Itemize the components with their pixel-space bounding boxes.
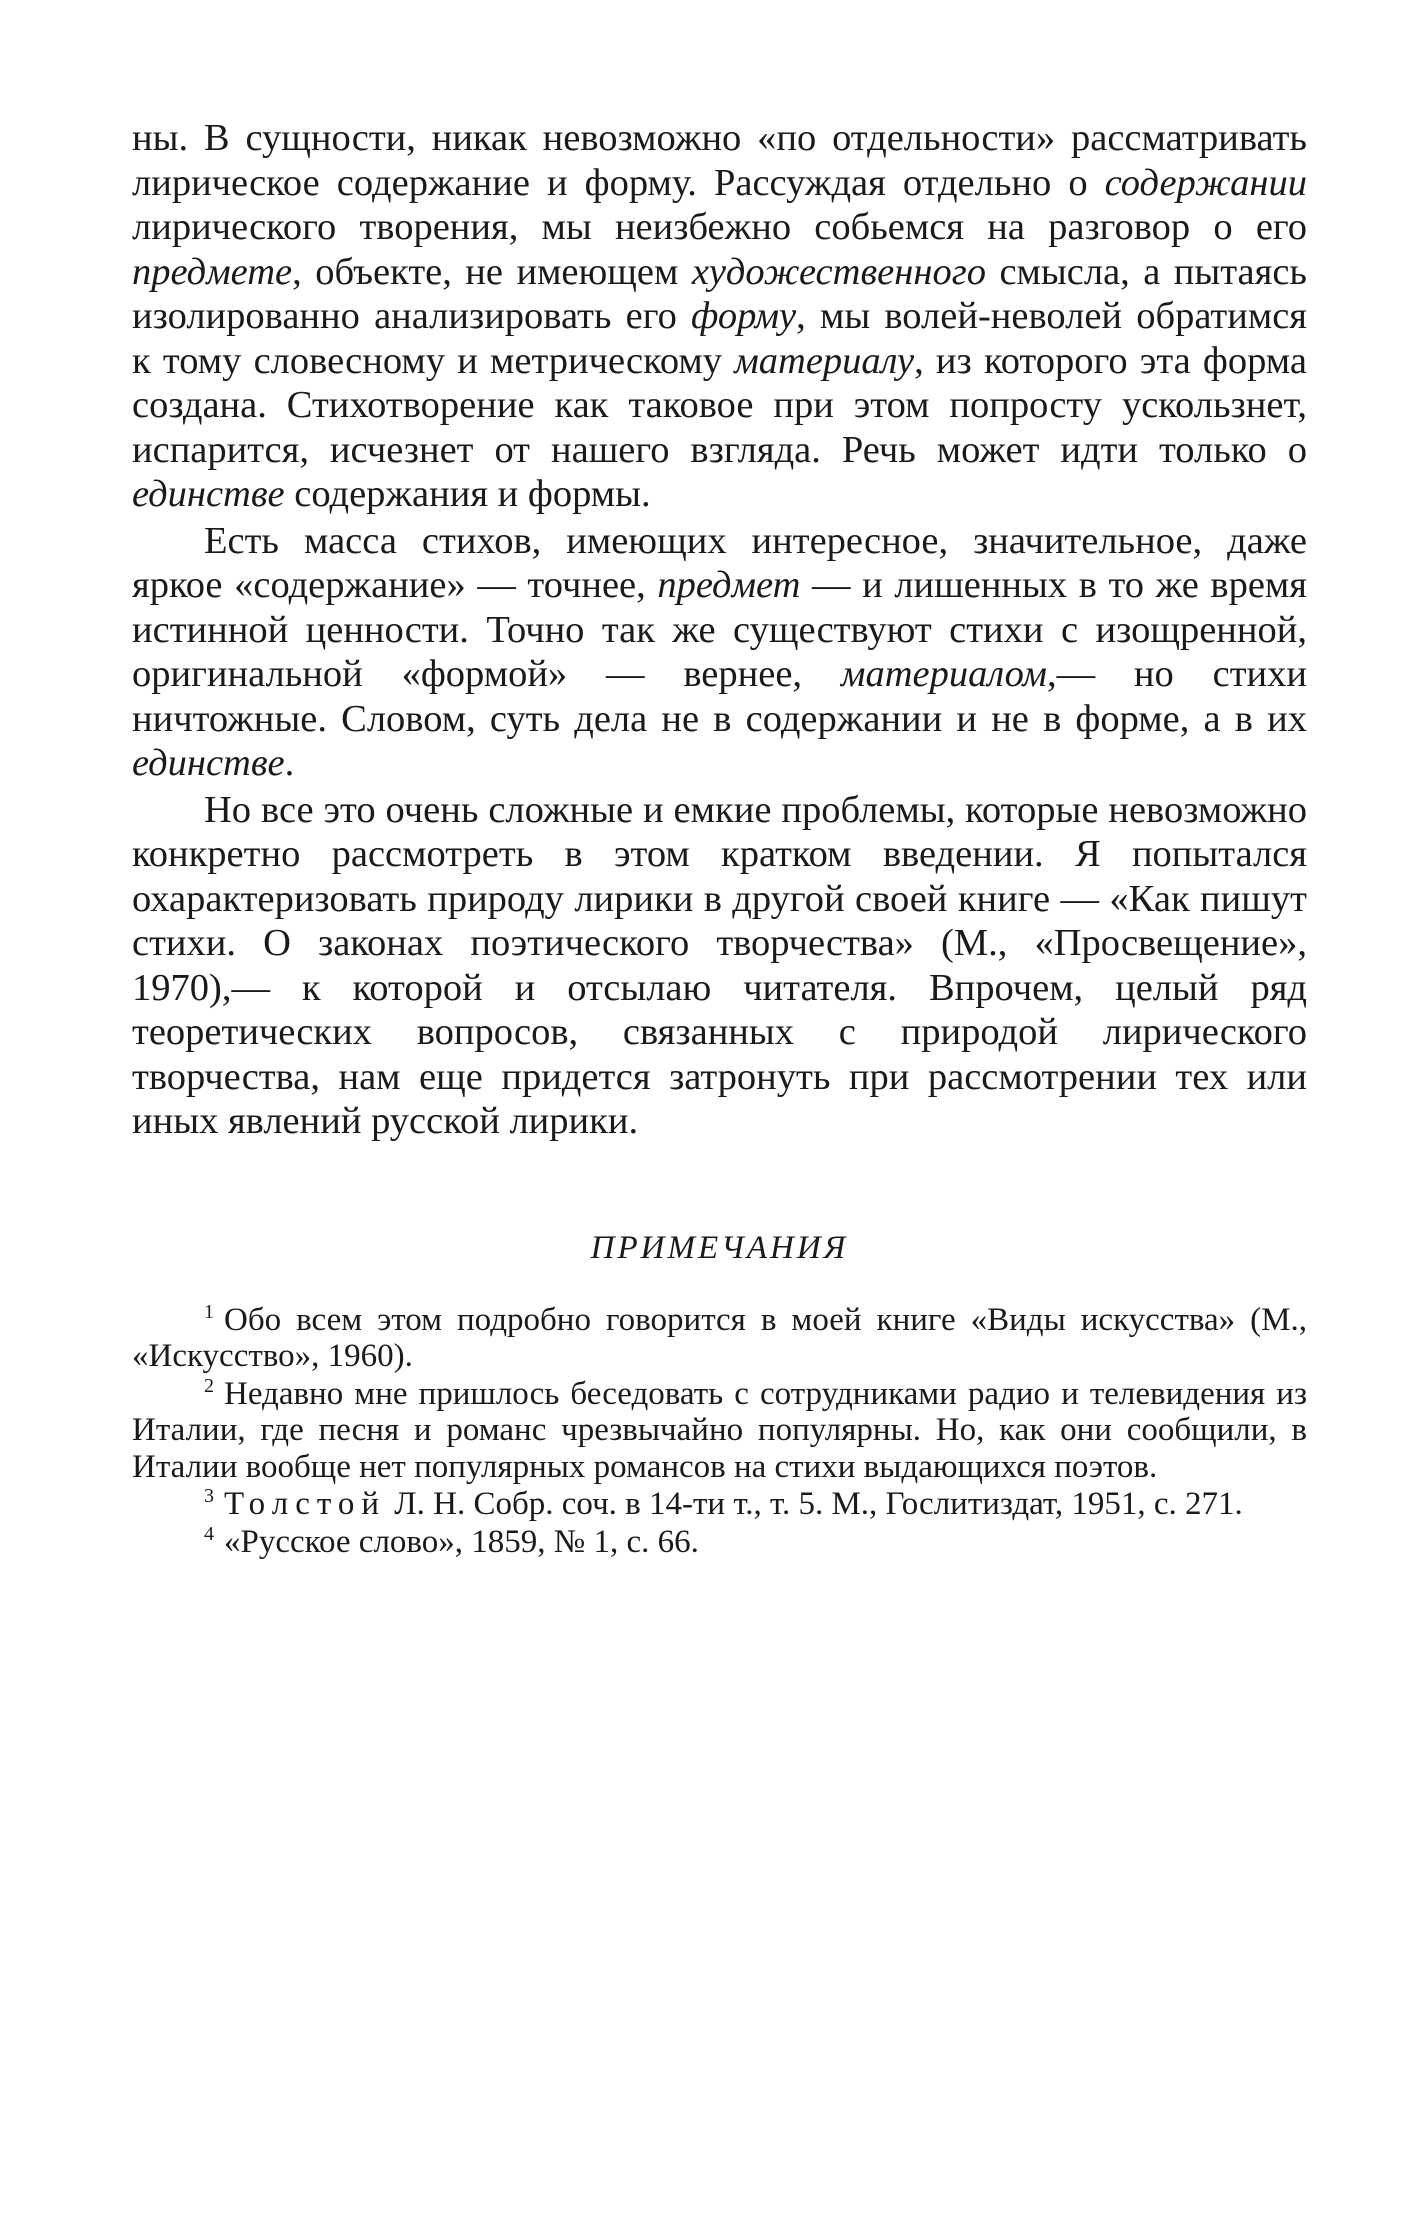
italic-term: предмет (657, 564, 801, 606)
paragraph-2 (132, 519, 1307, 786)
italic-term: материалу (734, 339, 915, 382)
paragraph-2-text: Есть масса стихов, имеющих интересное, значительное, даже яркое «содержание» — точнее, (132, 519, 1307, 606)
footnote-number: 1 (204, 1300, 214, 1323)
footnote-3 (132, 1486, 1307, 1523)
paragraph-3: Но все это очень сложные и емкие проблемы, которые невозможно конкретно рассмотреть в этом кратком введении. Я попытался охарактеризовать природу лирики в другой своей книге — «Как пишут стихи. О законах поэтического творчества» (М., «Просвещение», 1970),— к которой и отсылаю читателя. Впрочем, целый ряд теоретических вопросов, связанных с природой лирического творчества, нам еще придется затронуть при рассмотрении тех или иных явлений русской лирики. (132, 788, 1307, 1142)
paragraph-1-text: смысла, а пытаясь изолированно анализировать его (132, 250, 1307, 337)
paragraph-1-text: , из которого эта форма создана. Стихотворение как таковое при этом попросту ускользнет, испарится, исчезнет от нашего взгляда. Речь может идти только о (132, 339, 1307, 471)
footnote-number: 2 (204, 1374, 214, 1397)
main-text (132, 116, 1307, 1144)
notes-heading: ПРИМЕЧАНИЯ (590, 1229, 849, 1266)
italic-term: содержании (1104, 161, 1307, 204)
paragraph-2-text: . (284, 742, 295, 784)
footnote-number: 3 (204, 1485, 214, 1507)
paragraph-2-text: — и лишенных в то же время истинной ценности. Точно так же существуют стихи с изощренной, оригинальной «формой» — вернее, (132, 564, 1307, 695)
paragraph-1-text: ны. В сущности, никак невозможно «по отдельности» рассматривать лирическое содержание и форму. Рассуждая отдельно о (132, 117, 1307, 204)
footnote-author: Толстой (224, 1486, 387, 1522)
italic-term: предмете (132, 250, 293, 293)
italic-term: единстве (132, 742, 285, 784)
footnote-2 (132, 1376, 1307, 1486)
paragraph-1-text: , объекте, не имеющем (292, 250, 692, 293)
footnote-text: Недавно мне пришлось беседовать с сотрудниками радио и телевидения из Италии, где песня и романс чрезвычайно популярны. Но, как они сообщили, в Италии вообще нет популярных романсов на стихи выдающихся поэтов. (132, 1375, 1307, 1485)
paragraph-1-text: содержания и формы. (284, 473, 651, 515)
footnote-text: Л. Н. Собр. соч. в 14-ти т., т. 5. М., Гослитиздат, 1951, с. 271. (386, 1486, 1243, 1522)
footnote-text: Обо всем этом подробно говорится в моей книге «Виды искусства» (М., «Искусство», 1960). (132, 1301, 1307, 1374)
paragraph-1 (132, 116, 1307, 517)
italic-term: форму (691, 295, 797, 337)
paragraph-1-text: , мы волей-неволей обратимся к тому словесному и метрическому (132, 295, 1307, 382)
paragraph-1-text: лирического творения, мы неизбежно собьемся на разговор о его (132, 206, 1307, 248)
page (132, 116, 1307, 1560)
notes-list (132, 1302, 1307, 1561)
italic-term: материалом (840, 653, 1047, 695)
italic-term: единстве (132, 473, 285, 515)
footnote-text: «Русское слово», 1859, № 1, с. 66. (224, 1523, 699, 1560)
footnote-number: 4 (204, 1522, 214, 1545)
italic-term: художественного (691, 250, 986, 293)
paragraph-2-text: ,— но стихи ничтожные. Словом, суть дела не в содержании и не в форме, а в их (132, 653, 1307, 740)
footnote-1 (132, 1302, 1307, 1375)
footnote-4 (132, 1524, 1307, 1561)
